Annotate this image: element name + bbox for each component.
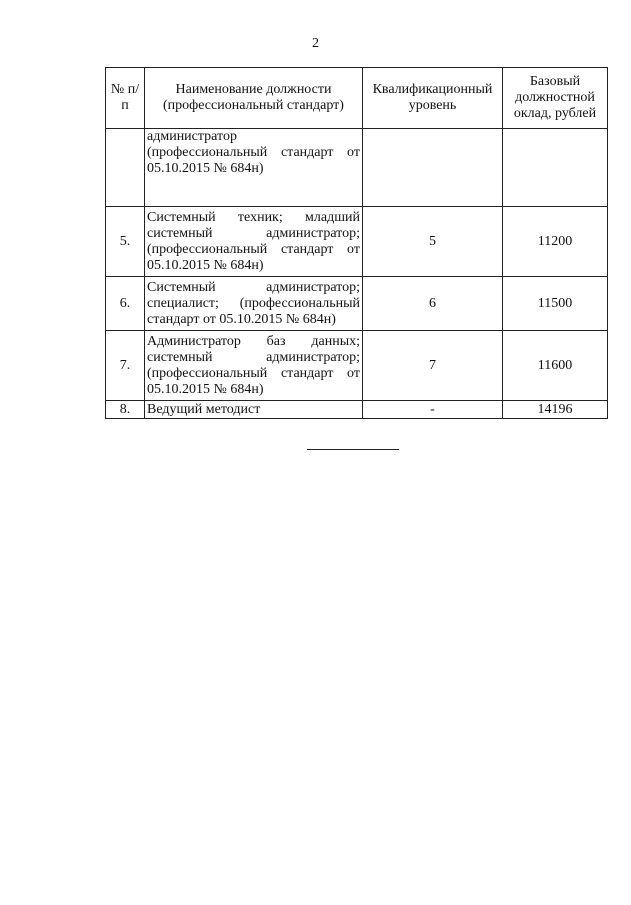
row-position: Системный техник; младший системный администратор; (профессиональный стандарт от 05.10.2015 № 684н) [145, 207, 363, 277]
salary-table [105, 67, 608, 419]
row-salary [503, 129, 608, 207]
row-salary: 11200 [503, 207, 608, 277]
table-row [106, 401, 608, 419]
row-position: Ведущий методист [145, 401, 363, 419]
header-number: № п/п [106, 68, 145, 129]
row-number: 7. [106, 331, 145, 401]
row-number [106, 129, 145, 207]
table-row [106, 331, 608, 401]
header-level: Квалификационный уровень [363, 68, 503, 129]
row-salary: 11600 [503, 331, 608, 401]
row-level: 7 [363, 331, 503, 401]
row-position: Администратор баз данных; системный администратор; (профессиональный стандарт от 05.10.2015 № 684н) [145, 331, 363, 401]
row-level: 6 [363, 277, 503, 331]
page-number: 2 [312, 36, 319, 51]
row-position: администратор (профессиональный стандарт от 05.10.2015 № 684н) [145, 129, 363, 207]
row-number: 6. [106, 277, 145, 331]
row-level: - [363, 401, 503, 419]
row-salary: 14196 [503, 401, 608, 419]
table-row [106, 129, 608, 207]
header-position: Наименование должности (профессиональный стандарт) [145, 68, 363, 129]
row-level [363, 129, 503, 207]
table-row [106, 207, 608, 277]
row-level: 5 [363, 207, 503, 277]
table-header-row [106, 68, 608, 129]
header-salary: Базовый должностной оклад, рублей [503, 68, 608, 129]
row-salary: 11500 [503, 277, 608, 331]
separator-line [307, 449, 399, 450]
table-row [106, 277, 608, 331]
row-position: Системный администратор; специалист; (профессиональный стандарт от 05.10.2015 № 684н) [145, 277, 363, 331]
row-number: 8. [106, 401, 145, 419]
row-number: 5. [106, 207, 145, 277]
